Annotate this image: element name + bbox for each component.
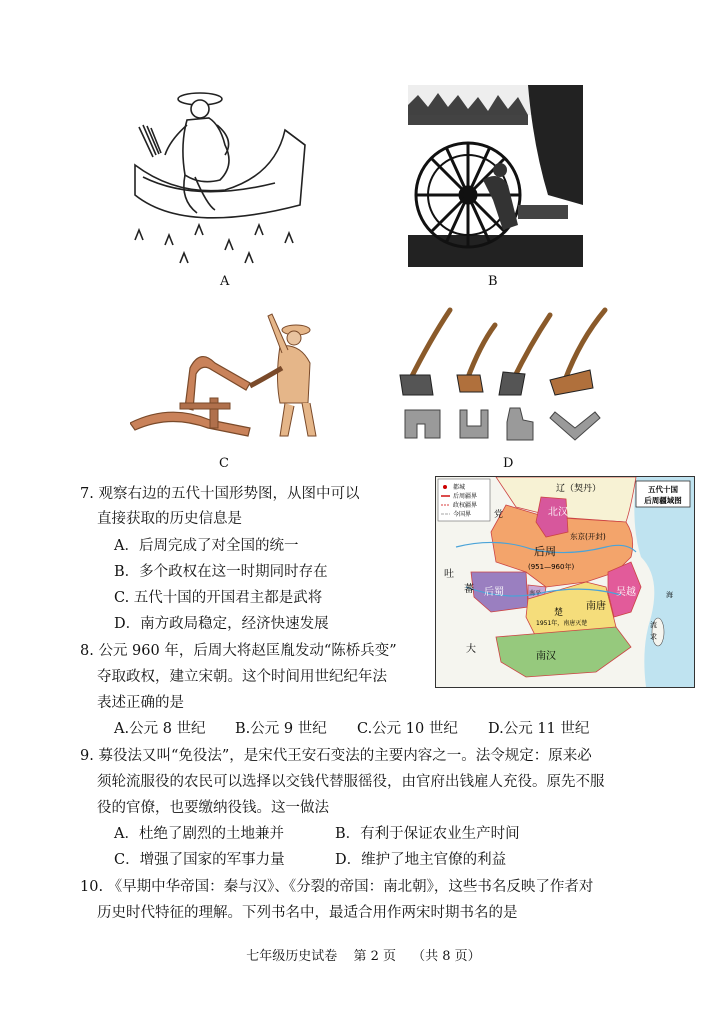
q7-stem-line1: 7. 观察右边的五代十国形势图，从图中可以 xyxy=(80,486,360,502)
q9-option-c: C．增强了国家的军事力量 xyxy=(114,852,285,868)
region-nanhan xyxy=(496,627,631,677)
q8-option-c: C.公元 10 世纪 xyxy=(357,721,458,737)
q8-stem-line1: 8. 公元 960 年，后周大将赵匡胤发动“陈桥兵变” xyxy=(80,643,397,659)
label-chu: 楚 xyxy=(554,608,564,618)
figure-a-image xyxy=(125,85,320,270)
label-nantang: 南唐 xyxy=(586,601,606,612)
q10-stem-line1: 10. 《早期中华帝国：秦与汉》、《分裂的帝国：南北朝》，这些书名反映了作者对 xyxy=(80,879,594,895)
q7-option-d: D．南方政局稳定，经济快速发展 xyxy=(114,616,329,632)
figure-a-label: A xyxy=(220,274,230,289)
q8-option-b: B.公元 9 世纪 xyxy=(235,721,327,737)
label-wuyue: 吴越 xyxy=(616,587,636,598)
q9-stem-line1: 9. 募役法又叫“免役法”，是宋代王安石变法的主要内容之一。法令规定：原来必 xyxy=(80,748,592,764)
curved-plow-icon xyxy=(130,314,316,436)
footer-exam-title: 七年级历史试卷 xyxy=(246,949,338,964)
legend-national-border: 今国界 xyxy=(453,511,472,518)
footer-page-number: 第 2 页 xyxy=(353,949,396,964)
iron-tools-icon xyxy=(400,310,605,440)
q10-stem-line2: 历史时代特征的理解。下列书名中，最适合用作两宋时期书名的是 xyxy=(97,905,518,921)
map-title-line1: 五代十国 xyxy=(648,485,678,494)
label-dang: 党 xyxy=(494,510,504,520)
q8-stem-line2: 夺取政权，建立宋朝。这个时间用世纪纪年法 xyxy=(97,669,387,685)
label-hai: 海 xyxy=(666,591,673,599)
label-houzhou-years: (951—960年) xyxy=(528,563,575,571)
legend-capital: 都城 xyxy=(453,484,466,491)
q8-option-d: D.公元 11 世纪 xyxy=(488,721,590,737)
page-footer xyxy=(0,945,727,964)
figure-c-label: C xyxy=(219,456,229,471)
label-nanping: 南平 xyxy=(529,590,542,597)
q9-option-a: A．杜绝了剧烈的土地兼并 xyxy=(114,826,284,842)
water-wheel-icon xyxy=(408,85,583,267)
label-fan: 蕃 xyxy=(464,584,474,595)
figure-d-label: D xyxy=(503,456,514,471)
figure-c-image xyxy=(130,308,325,448)
q9-option-d: D．维护了地主官僚的利益 xyxy=(335,852,507,868)
q7-option-c: C. 五代十国的开国君主都是武将 xyxy=(114,590,323,606)
legend-regime-border: 政权疆界 xyxy=(453,502,478,509)
label-tu: 吐 xyxy=(444,569,454,580)
seedling-boat-farmer-icon xyxy=(135,93,305,263)
label-houzhou: 后周 xyxy=(534,545,556,558)
label-dongjing: 东京(开封) xyxy=(570,532,606,541)
label-min-note: 1951年，南唐灭楚 xyxy=(536,620,588,627)
q9-stem-line2: 须轮流服役的农民可以选择以交钱代替服徭役，由官府出钱雇人充役。原先不服 xyxy=(97,774,605,790)
label-houshu: 后蜀 xyxy=(484,587,504,598)
q7-option-a: A．后周完成了对全国的统一 xyxy=(114,538,299,554)
figure-d-image xyxy=(395,300,620,450)
figure-b-image xyxy=(408,85,583,267)
q9-stem-line3: 役的官僚，也要缴纳役钱。这一做法 xyxy=(97,800,329,816)
map-title-line2: 后周疆域图 xyxy=(644,496,682,505)
q8-option-a: A.公元 8 世纪 xyxy=(114,721,206,737)
label-liuqiu: 流 xyxy=(650,621,657,629)
q9-option-b: B．有利于保证农业生产时间 xyxy=(335,826,520,842)
q7-option-b: B．多个政权在这一时期同时存在 xyxy=(114,564,328,580)
label-qiu: 求 xyxy=(650,633,657,641)
label-da: 大 xyxy=(466,644,476,655)
label-beihan: 北汉 xyxy=(548,507,568,518)
legend-houzhou-border: 后周疆界 xyxy=(453,493,478,500)
figure-b-label: B xyxy=(488,274,498,289)
footer-total-pages: （共 8 页） xyxy=(412,949,481,964)
q7-stem-line2: 直接获取的历史信息是 xyxy=(97,511,242,527)
q8-stem-line3: 表述正确的是 xyxy=(97,695,184,711)
label-nanhan: 南汉 xyxy=(536,651,556,662)
label-liao: 辽（契丹） xyxy=(556,484,602,494)
five-dynasties-map xyxy=(435,476,695,688)
